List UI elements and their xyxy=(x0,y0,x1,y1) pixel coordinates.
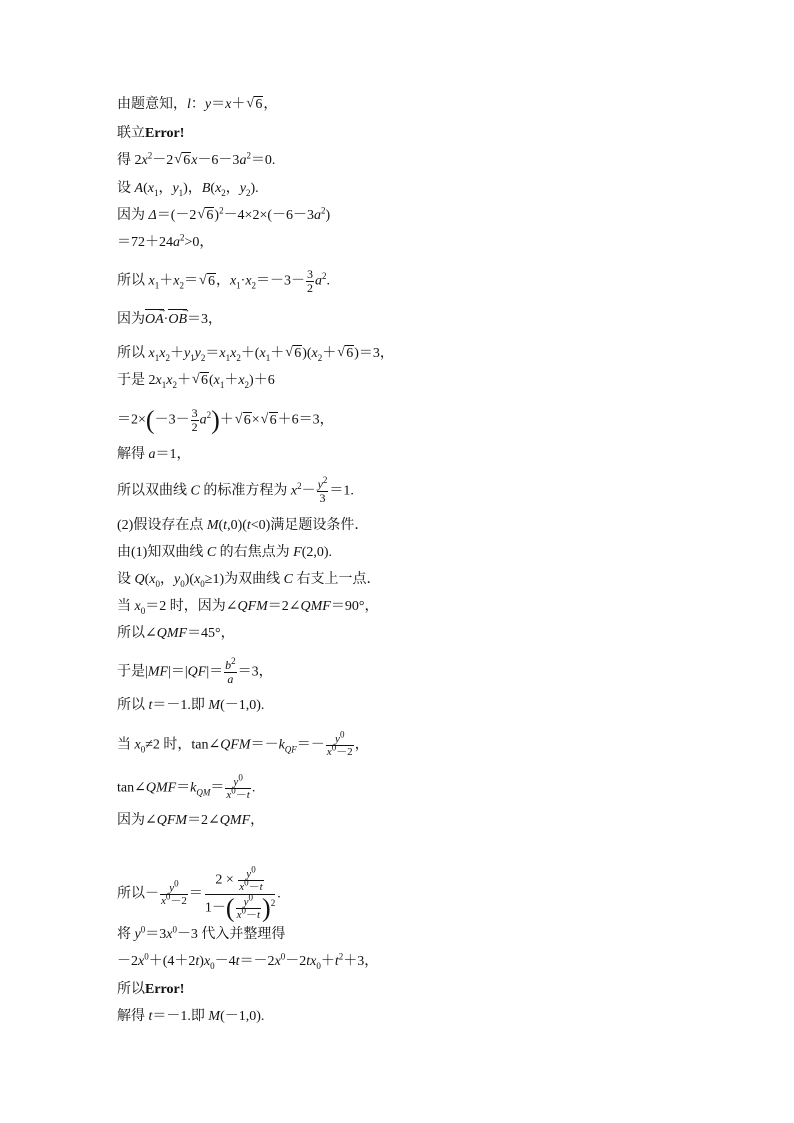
line-2: 联立Error! xyxy=(117,126,185,141)
fraction: $\frac{y^0}{x^0-t}$ xyxy=(226,772,250,801)
vector-oa: → OA xyxy=(145,311,164,329)
line-20: 所以 t＝－1.即 M(－1,0). xyxy=(117,698,265,713)
compound-fraction: 2 × $\frac{y^0}{x^0-t}$ 1－( $\frac{y^0}{x^0-t}$ )$^2$ xyxy=(204,864,276,923)
line-25: 将 $y^0=3x^0-3$ 代入并整理得 xyxy=(117,924,286,942)
line-26: $-2x^0+(4+2t)x_0-4t=-2x^0-2tx_0+t^2+3$， xyxy=(117,951,379,971)
line-27: 所以Error! xyxy=(117,982,185,997)
line-13: 所以双曲线 C 的标准方程为 $x^2-$ $\frac{y^2}{3}$ ＝1. xyxy=(117,475,354,505)
fraction: $\frac{3}{2}$ xyxy=(307,267,314,295)
line-8: 因为→ OA·→ OB＝3， xyxy=(117,311,222,329)
line-9: 所以 $x_1x_2+y_1y_2=x_1x_2+(x_1+√$ $6)(x_2+√$ 6)＝3， xyxy=(117,345,394,363)
line-19: 于是|MF|＝|QF|＝ $\frac{b^2}{a}$ ＝3， xyxy=(117,656,273,686)
line-12: 解得 a＝1， xyxy=(117,447,191,462)
fraction: $\frac{y^0}{x^0-t}$ xyxy=(239,864,263,893)
line-24: 所以－ $\frac{y^0}{x^0-2}$ ＝ 2 × $\frac{y^0}{x^0-t}$ 1－( $\frac{y^0}{x^0-t}$ )$^2$ . xyxy=(117,864,281,923)
fraction: $\frac{3}{2}$ xyxy=(191,406,198,434)
line-7: 所以 $x_1+x_2=√$ 6，$x_1\cdot x_2=-3-$ $\frac{3}{2}$ $a^2$. xyxy=(117,268,330,295)
line-10: 于是 $2x_1x_2+√$ $6(x_1+x_2)+6$ xyxy=(117,372,275,390)
fraction: $\frac{y^2}{3}$ xyxy=(317,475,328,505)
line-3: 得 $2x^2-2√$ $6x-6-3a^2=0$. xyxy=(117,152,275,170)
line-18: 所以∠QMF＝45°， xyxy=(117,626,235,641)
error-text: Error! xyxy=(145,982,185,997)
fraction: $\frac{y^0}{x^0-2}$ xyxy=(326,729,353,758)
line-22: $\tan\angle QMF=k_{QM}=$ $\frac{y^0}{x^0-t}$ . xyxy=(117,772,256,801)
line-17: 当 $x_0=2$ 时，因为∠QFM＝2∠QMF＝90°， xyxy=(117,599,379,616)
line-1: 由题意知，l：y＝x＋√ 6， xyxy=(117,96,277,114)
sqrt: √ 6 xyxy=(261,412,278,430)
sqrt: √ 6 xyxy=(337,345,354,363)
sqrt: √ 6 xyxy=(246,96,263,114)
line-4: 设 $A(x_1$，$y_1$)，$B(x_2$，$y_2$). xyxy=(117,181,259,198)
error-text: Error! xyxy=(145,126,185,141)
line-5: 因为 Δ＝(－2√ $6)^2-4\times 2\times(-6-3a^2)$ xyxy=(117,207,330,225)
line-11: ＝2×(－3－ $\frac{3}{2}$ $a^2)+√$ 6×√ 6＋6＝3， xyxy=(117,407,334,434)
line-21: 当 $x_0\ne 2$ 时，$\tan\angle QFM=-k_{QF}=-$ $\frac{y^0}{x^0-2}$ ， xyxy=(117,729,369,758)
sqrt: √ 6 xyxy=(174,152,191,170)
sqrt: √ 6 xyxy=(285,345,302,363)
fraction: $\frac{y^0}{x^0-t}$ xyxy=(236,892,261,921)
line-23: 因为∠QFM＝2∠QMF， xyxy=(117,813,265,828)
fraction: $\frac{b^2}{a}$ xyxy=(225,656,236,686)
line-15: 由(1)知双曲线 C 的右焦点为 F(2,0). xyxy=(117,545,333,560)
sqrt: √ 6 xyxy=(197,207,214,225)
vector-ob: → OB xyxy=(168,311,187,329)
sqrt: √ 6 xyxy=(235,412,252,430)
line-16: 设 $Q(x_0$，$y_0)(x_0\ge 1)$为双曲线 C 右支上一点． xyxy=(117,572,381,589)
sqrt: √ 6 xyxy=(199,273,216,291)
sqrt: √ 6 xyxy=(192,372,209,390)
line-28: 解得 t＝－1.即 M(－1,0). xyxy=(117,1009,265,1024)
line-6: $=72+24a^2>0$， xyxy=(117,232,214,250)
fraction: $\frac{y^0}{x^0-2}$ xyxy=(161,878,187,907)
line-14: (2)假设存在点 M(t,0)(t<0)满足题设条件． xyxy=(117,518,369,533)
